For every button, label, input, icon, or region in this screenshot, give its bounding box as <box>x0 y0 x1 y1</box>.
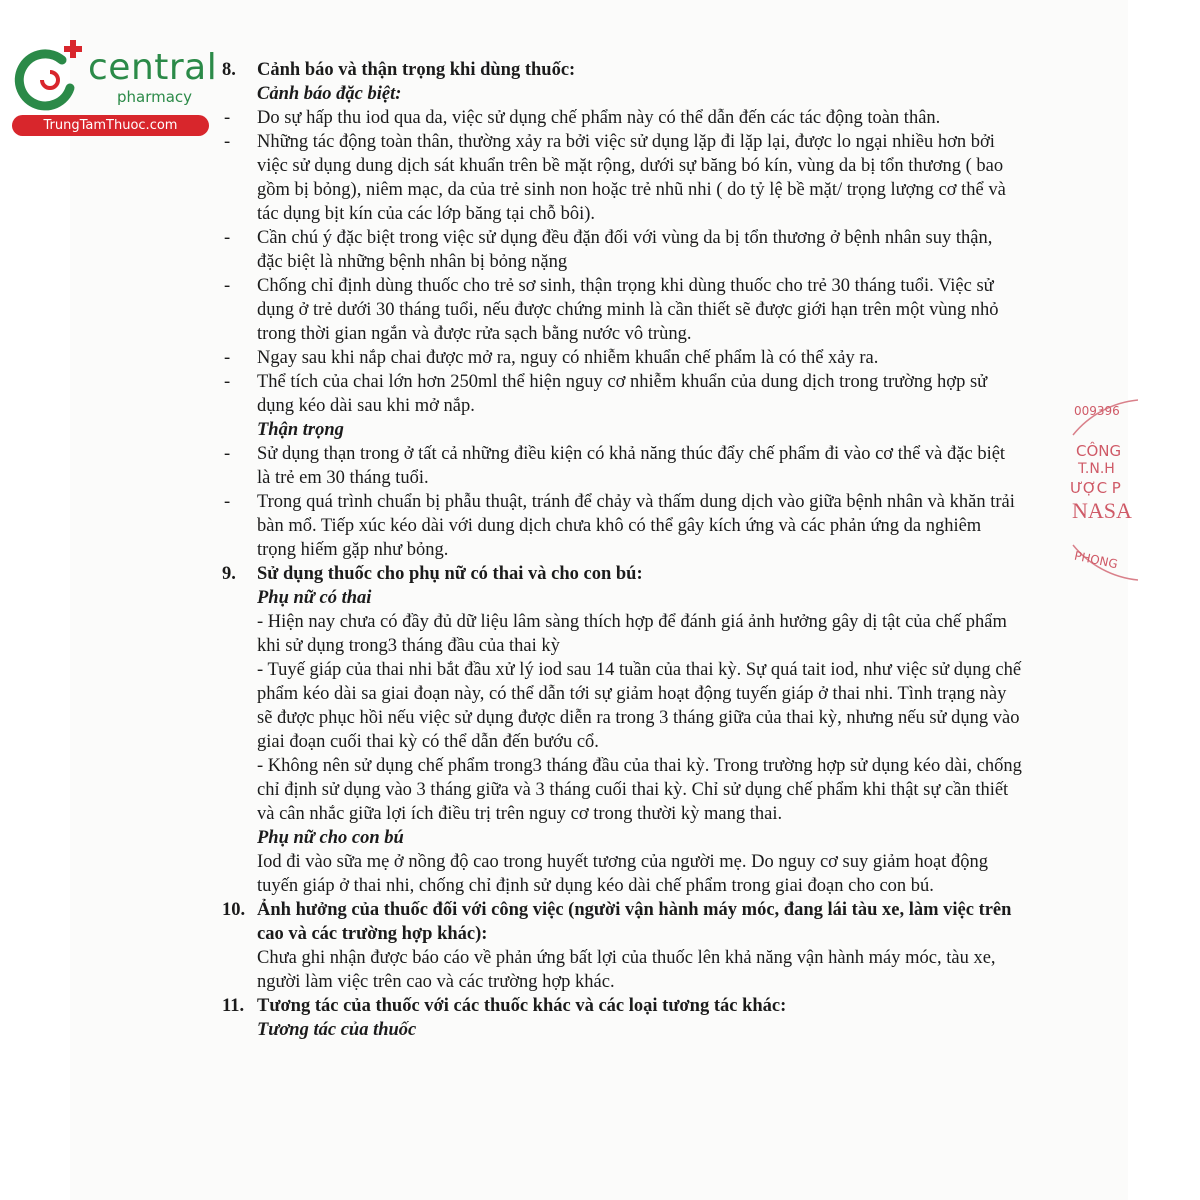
logo-subtitle: pharmacy <box>117 88 193 106</box>
bullet-item: - Trong quá trình chuẩn bị phẫu thuật, tránh để chảy và thấm dung dịch vào giữa bệnh nhân và khăn trải bàn mổ. Tiếp xúc kéo dài với dung dịch chưa khô có thể gây kích ứng và các phản ứng da nghiêm trọng hiếm gặp như bỏng. <box>224 492 1015 560</box>
bullet-item: - Những tác động toàn thân, thường xảy ra bởi việc sử dụng lặp đi lặp lại, được lo ngại nhiều hơn bởi việc sử dụng dung dịch sát khuẩn trên bề mặt rộng, dưới sự băng bó kín, vùng da bị tổn thương ( bao gồm bị bỏng), niêm mạc, da của trẻ sinh non hoặc trẻ nhũ nhi ( do tỷ lệ bề mặt/ trọng lượng cơ thể và tác dụng bịt kín của các lớp băng tại chỗ bôi). <box>224 132 1006 224</box>
logo-banner[interactable]: TrungTamThuoc.com <box>12 115 209 136</box>
bullet-item: - Sử dụng thạn trong ở tất cả những điều kiện có khả năng thúc đẩy chế phẩm đi vào cơ thể và đặc biệt là trẻ em 30 tháng tuổi. <box>224 444 1006 488</box>
section-8-heading <box>222 58 1022 82</box>
stamp-line-2: T.N.H <box>1078 461 1115 477</box>
section-title: Sử dụng thuốc cho phụ nữ có thai và cho con bú: <box>257 564 643 584</box>
subheading-breastfeeding: Phụ nữ cho con bú <box>257 828 404 848</box>
stamp-line-1: CÔNG <box>1076 442 1122 460</box>
section-10-heading <box>222 898 1022 946</box>
bullet-item: - Do sự hấp thu iod qua da, việc sử dụng chế phẩm này có thể dẫn đến các tác động toàn thân. <box>224 108 941 128</box>
subheading-special-warning: Cảnh báo đặc biệt: <box>257 84 402 104</box>
section-number: 11. <box>222 996 245 1016</box>
stamp-line-4: NASA <box>1072 498 1132 523</box>
section-11-heading <box>222 994 1022 1018</box>
stamp-line-3: ƯỢC P <box>1070 479 1121 497</box>
section-9-heading <box>222 562 1022 586</box>
paragraph: Iod đi vào sữa mẹ ở nồng độ cao trong huyết tương của người mẹ. Do nguy cơ suy giảm hoạt động tuyến giáp ở thai nhi, chống chỉ định sử dụng kéo dài chế phẩm trong giai đoạn cho con bú. <box>257 852 988 896</box>
paragraph: - Tuyế giáp của thai nhi bắt đầu xử lý iod sau 14 tuần của thai kỳ. Sự quá tait iod, như việc sử dụng chế phẩm kéo dài sa giai đoạn này, có thể dẫn tới sự giảm hoạt động tuyến giáp ở thai nhi. Tình trạng này sẽ được phục hồi nếu việc sử dụng được diễn ra trong 3 tháng giữa của thai kỳ, nhưng nếu sử dụng vào giai đoạn cuối thai kỳ có thể dẫn đến bướu cổ. <box>257 660 1022 752</box>
section-title: Ảnh hưởng của thuốc đối với công việc (người vận hành máy móc, đang lái tàu xe, làm việc trên cao và các trường hợp khác): <box>257 900 1012 944</box>
subheading-precautions: Thận trọng <box>257 420 344 440</box>
section-number: 10. <box>222 900 246 920</box>
logo-name: central <box>88 47 218 88</box>
bullet-item: - Ngay sau khi nắp chai được mở ra, nguy có nhiễm khuẩn chế phẩm là có thể xảy ra. <box>224 348 879 368</box>
paragraph: - Hiện nay chưa có đầy đủ dữ liệu lâm sàng thích hợp để đánh giá ảnh hưởng gây dị tật của chế phẩm khi sử dụng trong3 tháng đầu của thai kỳ <box>257 612 1007 656</box>
section-number: 9. <box>222 564 236 584</box>
bullet-item: - Cần chú ý đặc biệt trong việc sử dụng đều đặn đối với vùng da bị tổn thương ở bệnh nhân suy thận, đặc biệt là những bệnh nhân bị bỏng nặng <box>224 228 993 272</box>
bullet-item: - Chống chỉ định dùng thuốc cho trẻ sơ sinh, thận trọng khi dùng thuốc cho trẻ 30 tháng tuổi. Việc sử dụng ở trẻ dưới 30 tháng tuổi, nếu được chứng minh là cần thiết sẽ được giới hạn trên một vùng nhỏ trong thời gian ngắn và được rửa sạch bằng nước vô trùng. <box>224 276 999 344</box>
company-stamp <box>1068 395 1138 585</box>
subheading-pregnancy: Phụ nữ có thai <box>257 588 372 608</box>
stamp-line-5: PHONG <box>1073 548 1119 572</box>
section-number: 8. <box>222 60 236 80</box>
stamp-number: 009396 <box>1074 404 1120 418</box>
bullet-item: - Thể tích của chai lớn hơn 250ml thể hiện nguy cơ nhiễm khuẩn của dung dịch trong trường hợp sử dụng kéo dài sau khi mở nắp. <box>224 372 988 416</box>
subheading-drug-interactions: Tương tác của thuốc <box>257 1020 417 1040</box>
paragraph: - Không nên sử dụng chế phẩm trong3 tháng đầu của thai kỳ. Trong trường hợp sử dụng kéo dài, chống chỉ định sử dụng vào 3 tháng giữa và 3 tháng cuối thai kỳ. Chỉ sử dụng chế phẩm khi thật sự cần thiết và cân nhắc giữa lợi ích điều trị trên nguy cơ trong thười kỳ mang thai. <box>257 756 1022 824</box>
section-title: Cảnh báo và thận trọng khi dùng thuốc: <box>257 60 576 80</box>
section-title: Tương tác của thuốc với các thuốc khác và các loại tương tác khác: <box>257 996 787 1016</box>
document-body <box>222 58 1022 1042</box>
paragraph: Chưa ghi nhận được báo cáo về phản ứng bất lợi của thuốc lên khả năng vận hành máy móc, tàu xe, người làm việc trên cao và các trường hợp khác. <box>257 948 996 992</box>
central-logo-icon <box>10 38 90 118</box>
